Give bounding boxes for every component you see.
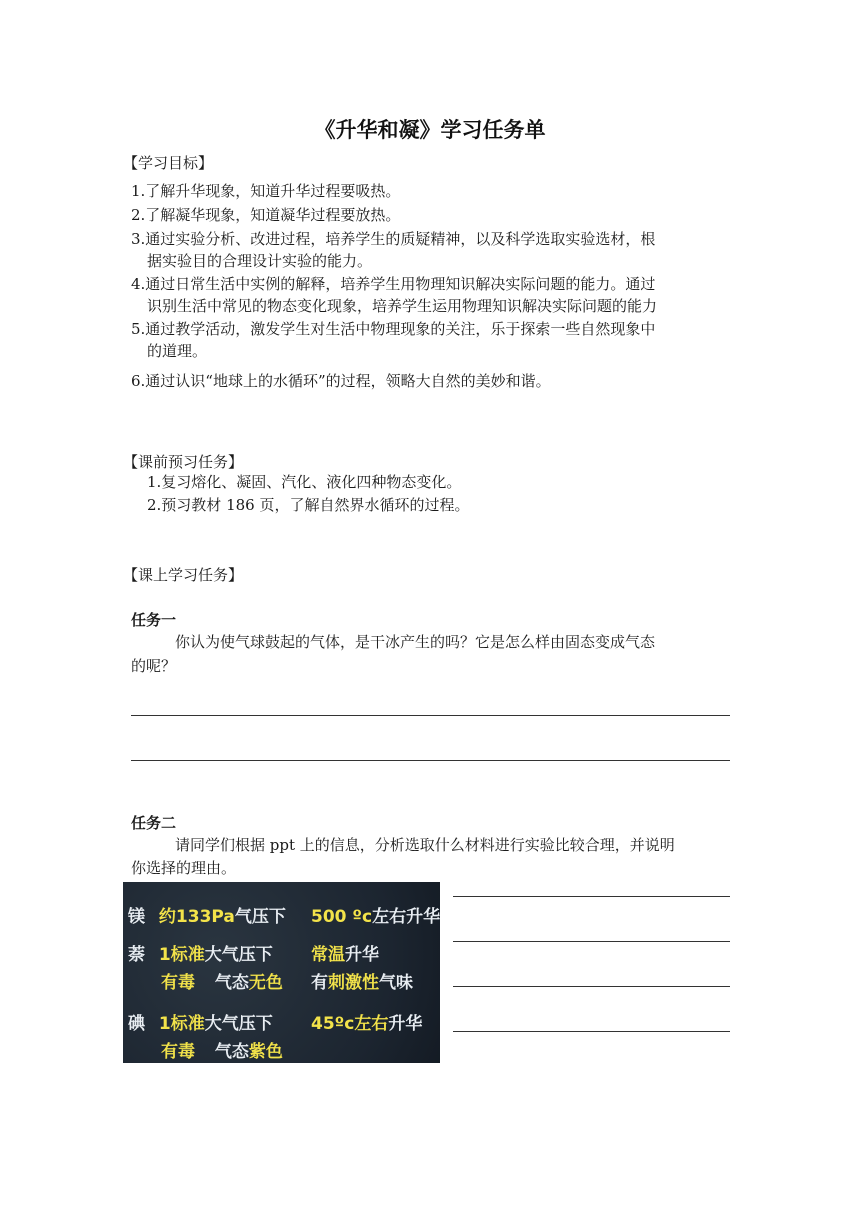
answer-line[interactable] (453, 1031, 730, 1032)
goals-heading: 【学习目标】 (123, 154, 214, 172)
goal-item: 识别生活中常见的物态变化现象，培养学生运用物理知识解决实际问题的能力 (147, 297, 658, 315)
nap-temp-w: 升华 (345, 945, 379, 965)
mg-temp-rest: 左右升华 (372, 907, 441, 927)
goal-item: 据实验目的合理设计实验的能力。 (147, 252, 373, 270)
answer-line[interactable] (453, 941, 730, 942)
iodine-state-w: 气态 (214, 1042, 249, 1062)
nap-smell-w2: 气味 (379, 973, 413, 993)
iodine-cond-rest: 大气压下 (204, 1014, 273, 1034)
task2-title: 任务二 (131, 814, 177, 832)
task2-question-cont: 你选择的理由。 (131, 859, 237, 877)
answer-line[interactable] (453, 986, 730, 987)
nap-cond-rest: 大气压下 (204, 945, 273, 965)
nap-toxic: 有毒 (161, 973, 195, 993)
goal-item: 的道理。 (147, 342, 208, 360)
nap-smell-y: 刺激性 (328, 973, 379, 993)
preview-item: 2.预习教材 186 页，了解自然界水循环的过程。 (147, 496, 470, 514)
goal-item: 3.通过实验分析、改进过程，培养学生的质疑精神，以及科学选取实验选材，根 (131, 230, 656, 248)
mg-temp-num: 500 ºc (311, 907, 373, 927)
answer-line[interactable] (131, 715, 730, 716)
nap-state-w: 气态 (214, 973, 249, 993)
classwork-heading: 【课上学习任务】 (123, 566, 244, 584)
nap-temp-y: 常温 (311, 945, 345, 965)
nap-cond-num: 1标准 (158, 945, 205, 965)
goal-item: 5.通过教学活动，激发学生对生活中物理现象的关注，乐于探索一些自然现象中 (131, 320, 656, 338)
ppt-image (123, 882, 440, 1063)
iodine-state-y: 紫色 (248, 1042, 283, 1062)
iodine-toxic: 有毒 (161, 1042, 195, 1062)
task1-question-cont: 的呢？ (131, 657, 177, 675)
mg-cond-num: 约133Pa (158, 907, 235, 927)
goal-item: 4.通过日常生活中实例的解释，培养学生用物理知识解决实际问题的能力。通过 (131, 275, 656, 293)
task1-question: 你认为使气球鼓起的气体，是干冰产生的吗？它是怎么样由固态变成气态 (175, 633, 656, 651)
page-title: 《升华和凝》学习任务单 (314, 118, 546, 142)
goal-item: 6.通过认识“地球上的水循环”的过程，领略大自然的美妙和谐。 (131, 372, 551, 390)
preview-item: 1.复习熔化、凝固、汽化、液化四种物态变化。 (147, 473, 462, 491)
mg-cond-rest: 气压下 (234, 907, 286, 927)
mg-name: 镁 (128, 907, 145, 927)
iodine-name: 碘 (128, 1014, 145, 1034)
nap-state-y: 无色 (248, 973, 283, 993)
nap-smell-w1: 有 (311, 973, 328, 993)
answer-line[interactable] (453, 896, 730, 897)
goal-item: 2.了解凝华现象，知道凝华过程要放热。 (131, 206, 401, 224)
iodine-temp-y: 45ºc左右 (311, 1014, 389, 1034)
iodine-temp-w: 升华 (388, 1014, 423, 1034)
iodine-cond-num: 1标准 (158, 1014, 205, 1034)
answer-line[interactable] (131, 760, 730, 761)
preview-heading: 【课前预习任务】 (123, 453, 244, 471)
task2-question: 请同学们根据 ppt 上的信息，分析选取什么材料进行实验比较合理，并说明 (175, 836, 675, 854)
task1-title: 任务一 (131, 611, 177, 629)
goal-item: 1.了解升华现象，知道升华过程要吸热。 (131, 182, 401, 200)
nap-name: 萘 (128, 945, 145, 965)
